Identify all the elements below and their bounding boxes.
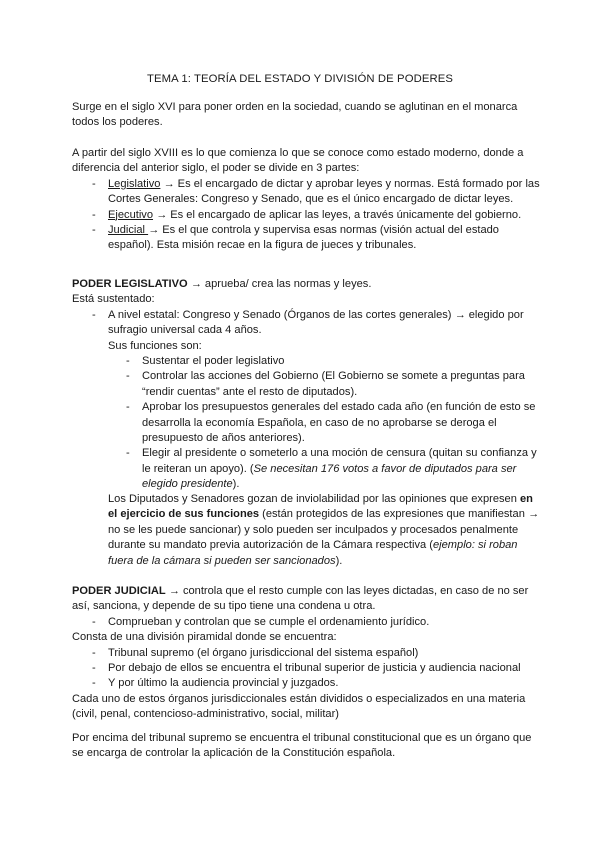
elegir-text: Elegir al presidente o someterlo a una moción de censura (quitan su confianza y le reiteran un apoyo). ( — [142, 447, 537, 475]
list-item — [72, 308, 542, 354]
judicial-heading-line — [72, 584, 542, 615]
list-item: - Y por último la audiencia provincial y juzgados. — [72, 676, 542, 691]
nivel-estatal-text: A nivel estatal: Congreso y Senado (Órganos de las cortes generales) → elegido por sufragio universal cada 4 años. — [108, 308, 524, 337]
power-description: → Es el encargado de dictar y aprobar leyes y normas. Está formado por las Cortes Generales: Congreso y Senado, que es el único encargado de dictar leyes. — [108, 177, 540, 206]
legislative-list — [72, 308, 542, 354]
inviolability-paragraph — [72, 492, 542, 569]
modern-state-section — [72, 146, 542, 254]
list-item: - Controlar las acciones del Gobierno (El Gobierno se somete a preguntas para “rendir cuentas” ante el resto de diputados). — [72, 369, 542, 400]
funciones-list — [72, 354, 542, 493]
power-description: → Es el que controla y supervisa esas normas (visión actual del estado español). Esta misión recae en la figura de jueces y tribunales. — [108, 224, 499, 252]
legislative-heading: PODER LEGISLATIVO — [72, 278, 188, 290]
legislative-heading-line — [72, 277, 542, 292]
intro-paragraph: Surge en el siglo XVI para poner orden en la sociedad, cuando se aglutinan en el monarca todos los poderes. — [72, 101, 518, 129]
organos-list — [72, 646, 542, 692]
list-item: - Comprueban y controlan que se cumple el ordenamiento jurídico. — [72, 615, 542, 630]
inviolability-bold: en el ejercicio de sus funciones — [108, 493, 533, 521]
legislative-section — [72, 277, 542, 493]
judicial-heading-rest: → controla que el resto cumple con las leyes dictadas, en caso de no ser así, sanciona, y depende de su tipo tiene una condena u otra. — [72, 585, 529, 613]
list-item — [72, 223, 542, 254]
judicial-list — [72, 615, 542, 630]
list-item: - Sustentar el poder legislativo — [72, 354, 542, 369]
legislative-heading-rest: → aprueba/ crea las normas y leyes. — [187, 278, 372, 290]
inviolability-text-2: (están protegidos de las expresiones que manifiestan → no se les puede sancionar) y solo pueden ser inculpados y procesados penalmente durante su mandato previa autorización de la Cámara respectiva ( — [108, 508, 540, 552]
inviolability-text: Los Diputados y Senadores gozan de inviolabilidad por las opiniones que expresen — [108, 493, 520, 505]
elegir-end: ). — [232, 478, 240, 491]
power-term: Legislativo — [108, 177, 161, 190]
constitutional-paragraph: Por encima del tribunal supremo se encuentra el tribunal constitucional que es un órgano que se encarga de controlar la aplicación de la Constitución española. — [72, 732, 532, 760]
consta-paragraph: Consta de una división piramidal donde se encuentra: — [72, 631, 337, 644]
list-item: - Por debajo de ellos se encuentra el tribunal superior de justicia y audiencia nacional — [72, 661, 542, 676]
judicial-section — [72, 584, 542, 723]
inviolability-end: ). — [335, 554, 343, 567]
modern-state-paragraph: A partir del siglo XVIII es lo que comienza lo que se conoce como estado moderno, donde a diferencia del anterior siglo, el poder se divide en 3 partes: — [72, 147, 524, 175]
power-term: Judicial — [108, 224, 149, 237]
list-item — [72, 208, 542, 223]
power-description: → Es el encargado de aplicar las leyes, a través únicamente del gobierno. — [153, 208, 522, 221]
list-item: - Tribunal supremo (el órgano jurisdiccional del sistema español) — [72, 646, 542, 661]
page-title: TEMA 1: TEORÍA DEL ESTADO Y DIVISIÓN DE PODERES — [146, 73, 454, 85]
list-item: - Aprobar los presupuestos generales del estado cada año (en función de esto se desarrolla la economía Española, en caso de no aprobarse se deroga el presupuesto de años anteriores). — [72, 400, 542, 446]
list-item — [72, 446, 542, 492]
inviolability-example: ejemplo: si roban fuera de la cámara si pueden ser sancionados — [108, 539, 518, 567]
powers-list — [72, 177, 542, 254]
judicial-heading: PODER JUDICIAL — [72, 585, 166, 597]
elegir-note: Se necesitan 176 votos a favor de diputados para ser elegido presidente — [142, 462, 517, 491]
list-item — [72, 177, 542, 208]
power-term: Ejecutivo — [108, 208, 154, 221]
funciones-label: Sus funciones son: — [108, 339, 202, 352]
cada-uno-paragraph: Cada uno de estos órganos jurisdiccionales están divididos o especializados en una materia (civil, penal, contencioso-administrativo, social, militar) — [72, 692, 526, 721]
sustentado-label: Está sustentado: — [72, 293, 155, 306]
